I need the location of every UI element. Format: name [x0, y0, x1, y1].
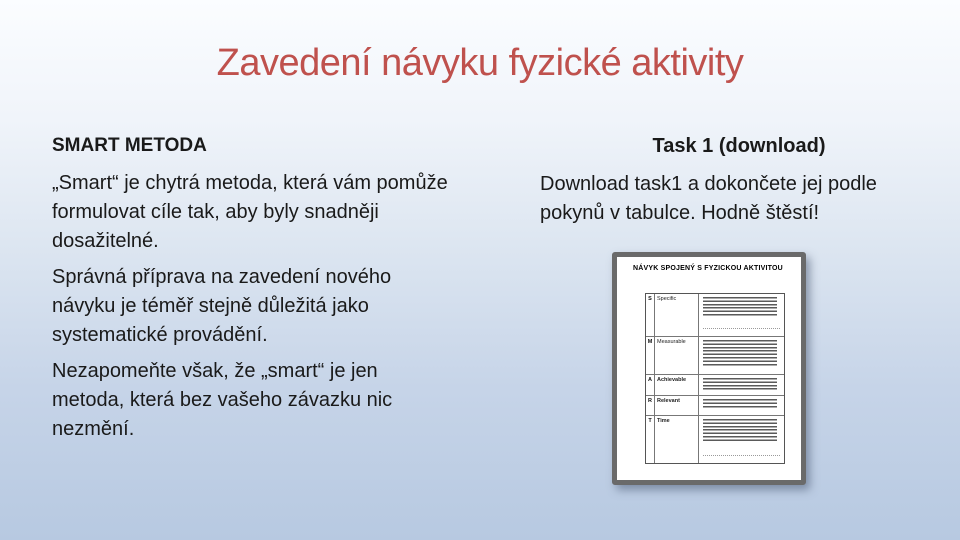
- task-paragraph: Download task1 a dokončete jej podle pokynů v tabulce. Hodně štěstí!: [540, 173, 877, 224]
- table-row-specific: [646, 294, 784, 337]
- placeholder-text-lines: [703, 340, 777, 366]
- row-body: [699, 416, 784, 463]
- document-page: [617, 257, 801, 480]
- placeholder-text-lines: [703, 419, 777, 441]
- slide-title: Zavedení návyku fyzické aktivity: [216, 42, 744, 84]
- row-letter: S: [646, 294, 655, 336]
- table-row-achievable: [646, 375, 784, 396]
- row-letter: A: [646, 375, 655, 395]
- row-label: Specific: [655, 294, 699, 336]
- smart-paragraph-3: Nezapomeňte však, že „smart“ je jen metoda, která bez vašeho závazku nic nezmění.: [52, 360, 393, 440]
- placeholder-text-lines: [703, 378, 777, 390]
- row-letter: T: [646, 416, 655, 463]
- row-body: [699, 337, 784, 374]
- task-heading: Task 1 (download): [652, 135, 826, 157]
- smart-table: [645, 293, 785, 464]
- table-row-time: [646, 416, 784, 463]
- smart-paragraph-1: „Smart“ je chytrá metoda, která vám pomůže formulovat cíle tak, aby byly snadněji dosažitelné.: [52, 172, 448, 252]
- row-label: Time: [655, 416, 699, 463]
- document-title: NÁVYK SPOJENÝ S FYZICKOU AKTIVITOU: [633, 265, 783, 272]
- left-column: [52, 135, 452, 451]
- row-label: Achievable: [655, 375, 699, 395]
- answer-line: [703, 328, 780, 329]
- task-document-thumbnail[interactable]: [612, 252, 806, 485]
- row-label: Relevant: [655, 396, 699, 415]
- row-body: [699, 294, 784, 336]
- row-letter: M: [646, 337, 655, 374]
- right-column: [540, 135, 938, 235]
- row-letter: R: [646, 396, 655, 415]
- placeholder-text-lines: [703, 399, 777, 409]
- row-body: [699, 396, 784, 415]
- row-label: Measurable: [655, 337, 699, 374]
- table-row-measurable: [646, 337, 784, 375]
- answer-line: [703, 455, 780, 456]
- smart-method-heading: SMART METODA: [52, 135, 207, 156]
- table-row-relevant: [646, 396, 784, 416]
- row-body: [699, 375, 784, 395]
- placeholder-text-lines: [703, 297, 777, 316]
- smart-paragraph-2: Správná příprava na zavedení nového návyku je téměř stejně důležitá jako systematické provádění.: [52, 266, 392, 346]
